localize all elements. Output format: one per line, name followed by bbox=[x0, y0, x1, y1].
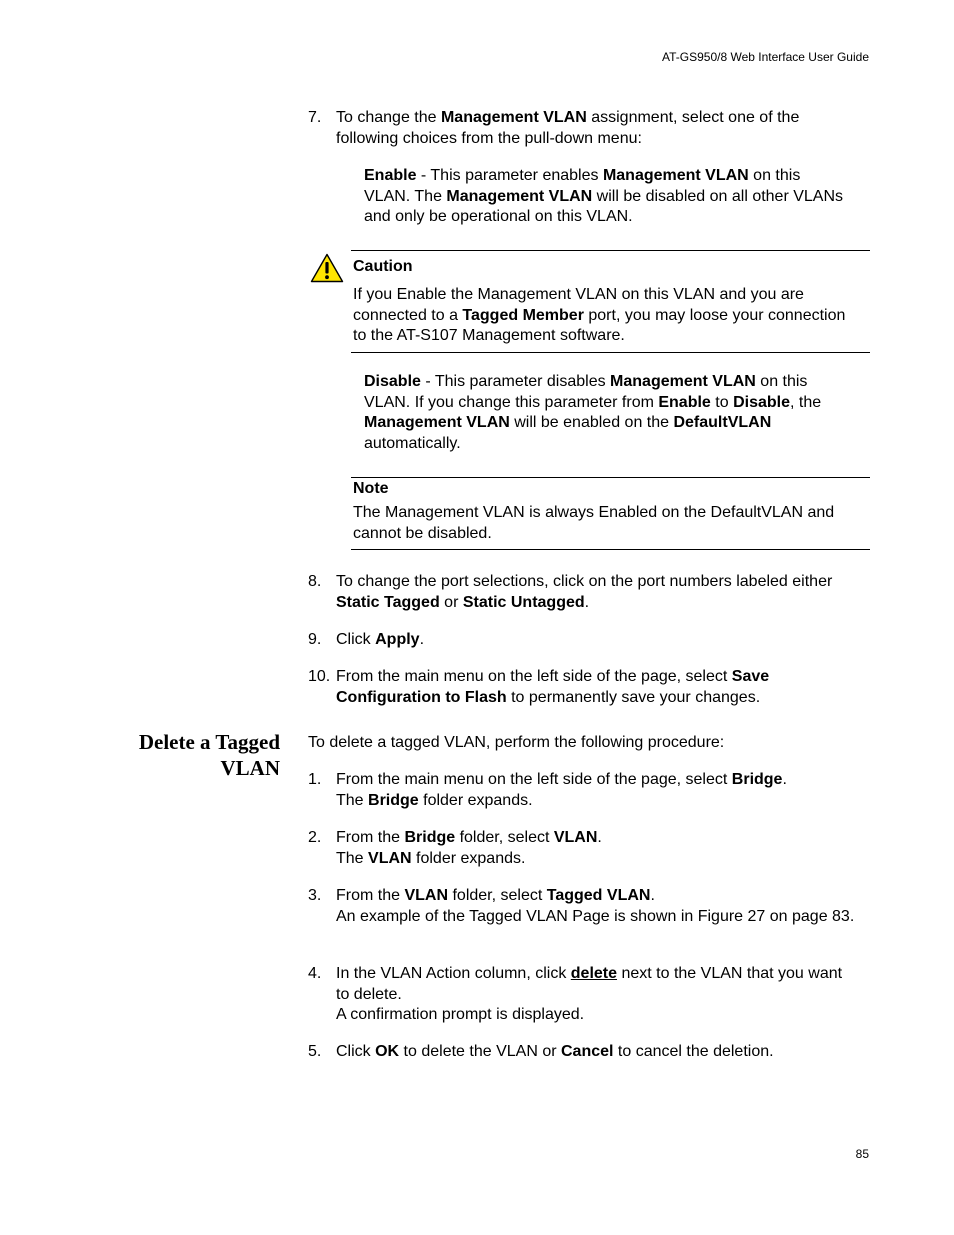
note-title: Note bbox=[353, 480, 389, 497]
page-number: 85 bbox=[855, 1147, 869, 1161]
step-7-number: 7. bbox=[308, 109, 322, 126]
running-header: AT-GS950/8 Web Interface User Guide bbox=[662, 50, 869, 64]
step-10-text: From the main menu on the left side of the page, select Save Configuration to Flash to permanently save your changes. bbox=[336, 668, 770, 706]
delete-step-5-text: Click OK to delete the VLAN or Cancel to cancel the deletion. bbox=[336, 1043, 774, 1060]
delete-step-4-number: 4. bbox=[308, 965, 322, 982]
delete-link: delete bbox=[570, 965, 618, 982]
step-10-number: 10. bbox=[308, 668, 331, 685]
step-8-text: To change the port selections, click on the port numbers labeled either Static Tagged or Static Untagged. bbox=[336, 573, 833, 611]
enable-paragraph: Enable - This parameter enables Management VLAN on this VLAN. The Management VLAN will be disabled on all other VLANs and only be operational on this VLAN. bbox=[364, 167, 844, 225]
delete-step-2-number: 2. bbox=[308, 829, 322, 846]
step-7-text: To change the Management VLAN assignment, select one of the following choices from the pull-down menu: bbox=[336, 109, 800, 147]
caution-top-rule bbox=[351, 250, 870, 251]
caution-text: If you Enable the Management VLAN on this VLAN and you are connected to a Tagged Member port, you may loose your connection to the AT-S107 Management software. bbox=[353, 286, 846, 344]
delete-step-2-text: From the Bridge folder, select VLAN. The VLAN folder expands. bbox=[336, 829, 602, 867]
delete-step-3-number: 3. bbox=[308, 887, 322, 904]
disable-paragraph: Disable - This parameter disables Management VLAN on this VLAN. If you change this parameter from Enable to Disable, the Management VLAN will be enabled on the DefaultVLAN automatically. bbox=[364, 373, 822, 452]
step-9-number: 9. bbox=[308, 631, 322, 648]
caution-bottom-rule bbox=[351, 352, 870, 353]
section-heading: Delete a Tagged VLAN bbox=[138, 730, 280, 780]
delete-step-5-number: 5. bbox=[308, 1043, 322, 1060]
note-text: The Management VLAN is always Enabled on the DefaultVLAN and cannot be disabled. bbox=[353, 504, 835, 542]
caution-title: Caution bbox=[353, 258, 413, 275]
step-8-number: 8. bbox=[308, 573, 322, 590]
delete-step-4-text: In the VLAN Action column, click delete next to the VLAN that you want to delete. A confirmation prompt is displayed. bbox=[336, 965, 843, 1023]
section-intro: To delete a tagged VLAN, perform the following procedure: bbox=[308, 734, 725, 751]
note-bottom-rule bbox=[351, 549, 870, 550]
step-9-text: Click Apply. bbox=[336, 631, 425, 648]
delete-step-1-number: 1. bbox=[308, 771, 322, 788]
note-top-rule bbox=[351, 477, 870, 478]
delete-step-1-text: From the main menu on the left side of the page, select Bridge. The Bridge folder expands. bbox=[336, 771, 787, 809]
warning-triangle-icon bbox=[310, 253, 344, 283]
delete-step-3-text: From the VLAN folder, select Tagged VLAN. An example of the Tagged VLAN Page is shown in Figure 27 on page 83. bbox=[336, 887, 855, 925]
